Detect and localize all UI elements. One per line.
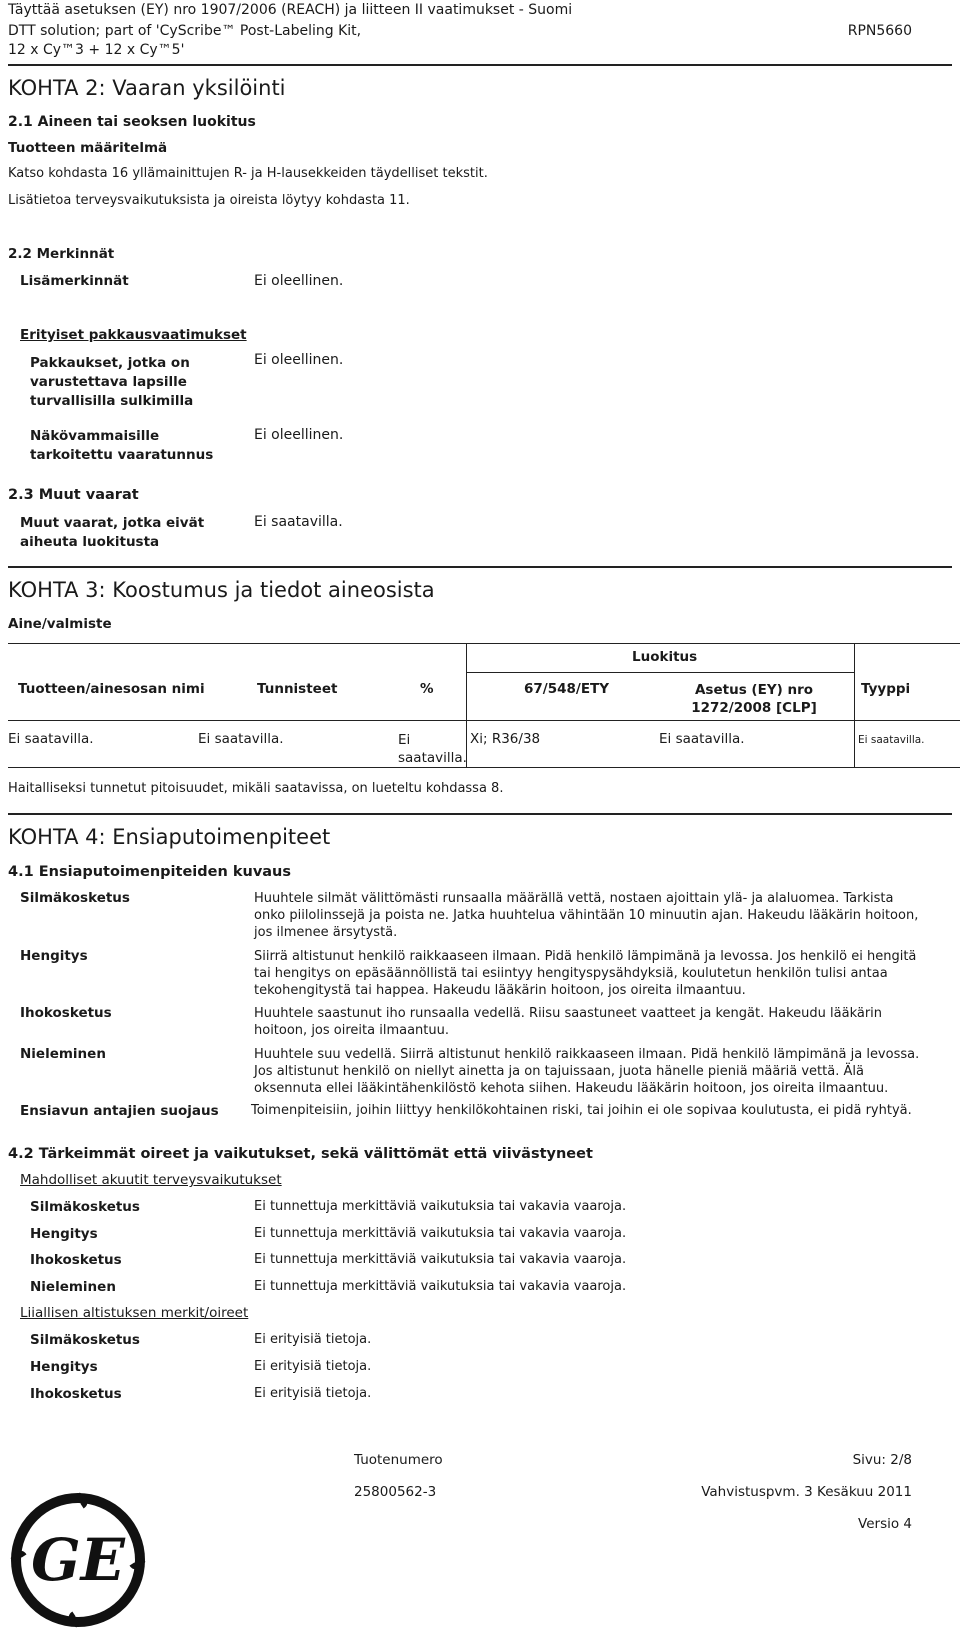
acute-skin-value: Ei tunnettuja merkittäviä vaikutuksia tai vakavia vaaroja. bbox=[254, 1252, 627, 1267]
other-hazards-label: Muut vaarat, jotka eivät aiheuta luokitusta bbox=[20, 515, 205, 550]
over-inhalation-value: Ei erityisiä tietoja. bbox=[254, 1359, 372, 1374]
header-product-line1: DTT solution; part of 'CyScribe™ Post-Labeling Kit, bbox=[8, 23, 362, 39]
over-inhalation-label: Hengitys bbox=[30, 1359, 98, 1375]
section-3-title: KOHTA 3: Koostumus ja tiedot aineosista bbox=[8, 578, 435, 602]
section-2-text-1: Katso kohdasta 16 yllämainittujen R- ja H-lausekkeiden täydelliset tekstit. bbox=[8, 166, 488, 181]
section-4-rule bbox=[8, 813, 952, 815]
lisamerkinnat-label: Lisämerkinnät bbox=[20, 273, 129, 289]
first-aid-inhalation-text: Siirrä altistunut henkilö raikkaaseen ilmaan. Pidä henkilö lämpimänä ja levossa. Jos henkilö ei hengitä tai hengitys on epäsäännöllistä tai esiintyy hengityspysähdyksiä, koulutetun henkilön tulisi antaa tekohengitystä tai happea. Hakeudu lääkärin hoitoon, jos oireita ilmaantuu. bbox=[254, 949, 917, 998]
table-header-67548: 67/548/ETY bbox=[524, 681, 610, 697]
first-aid-skin-text: Huuhtele saastunut iho runsaalla vedellä. Riisu saastuneet vaatteet ja kengät. Hakeudu lääkärin hoitoon, jos oireita ilmaantuu. bbox=[254, 1006, 883, 1038]
table-cell-clp: Ei saatavilla. bbox=[659, 731, 745, 747]
footer-date: Vahvistuspvm. 3 Kesäkuu 2011 bbox=[701, 1484, 912, 1500]
first-aid-skin-label: Ihokosketus bbox=[20, 1005, 112, 1021]
footer-product-number: 25800562-3 bbox=[354, 1484, 437, 1500]
acute-eye-label: Silmäkosketus bbox=[30, 1199, 140, 1215]
header-code: RPN5660 bbox=[847, 23, 912, 39]
footer-version: Versio 4 bbox=[858, 1516, 912, 1532]
header-regulation: Täyttää asetuksen (EY) nro 1907/2006 (REACH) ja liitteen II vaatimukset - Suomi bbox=[8, 2, 573, 18]
table-header-clp: Asetus (EY) nro 1272/2008 [CLP] bbox=[691, 682, 817, 716]
table-cell-identifiers: Ei saatavilla. bbox=[198, 731, 284, 747]
section-3-note: Haitalliseksi tunnetut pitoisuudet, mikäli saatavissa, on lueteltu kohdassa 8. bbox=[8, 781, 504, 796]
acute-inhalation-label: Hengitys bbox=[30, 1226, 98, 1242]
heading-2-3: 2.3 Muut vaarat bbox=[8, 487, 139, 503]
section-3-rule bbox=[8, 566, 952, 568]
first-aid-protection-text: Toimenpiteisiin, joihin liittyy henkilökohtainen riski, tai joihin ei ole sopivaa koulutusta, ei pidä ryhtyä. bbox=[251, 1103, 912, 1118]
ge-logo bbox=[8, 1490, 148, 1630]
header-product-line2: 12 x Cy™3 + 12 x Cy™5' bbox=[8, 42, 185, 58]
acute-ingestion-label: Nieleminen bbox=[30, 1279, 116, 1295]
table-header-type: Tyyppi bbox=[861, 681, 911, 697]
substance-label: Aine/valmiste bbox=[8, 616, 112, 632]
table-header-name: Tuotteen/ainesosan nimi bbox=[18, 681, 205, 697]
tactile-label: Näkövammaisille tarkoitettu vaaratunnus bbox=[30, 428, 214, 463]
table-bottom-border bbox=[8, 767, 960, 768]
over-eye-value: Ei erityisiä tietoja. bbox=[254, 1332, 372, 1347]
first-aid-protection-label: Ensiavun antajien suojaus bbox=[20, 1103, 219, 1119]
header-rule bbox=[8, 64, 952, 66]
svg-text:GE: GE bbox=[31, 1526, 125, 1594]
section-2-text-2: Lisätietoa terveysvaikutuksista ja oireista löytyy kohdasta 11. bbox=[8, 193, 410, 208]
table-divider-2 bbox=[854, 643, 855, 767]
heading-4-2: 4.2 Tärkeimmät oireet ja vaikutukset, sekä välittömät että viivästyneet bbox=[8, 1146, 593, 1162]
lisamerkinnat-value: Ei oleellinen. bbox=[254, 273, 344, 289]
heading-4-1: 4.1 Ensiaputoimenpiteiden kuvaus bbox=[8, 864, 292, 880]
first-aid-ingestion-label: Nieleminen bbox=[20, 1046, 106, 1062]
childsafe-label: Pakkaukset, jotka on varustettava lapsille turvallisilla sulkimilla bbox=[30, 355, 194, 409]
table-cell-67548: Xi; R36/38 bbox=[470, 731, 541, 747]
table-cell-percent: Ei saatavilla. bbox=[398, 732, 467, 766]
acute-inhalation-value: Ei tunnettuja merkittäviä vaikutuksia tai vakavia vaaroja. bbox=[254, 1226, 627, 1241]
table-cell-type: Ei saatavilla. bbox=[858, 734, 925, 746]
table-group-border bbox=[466, 672, 854, 673]
first-aid-ingestion-text: Huuhtele suu vedellä. Siirrä altistunut henkilö raikkaaseen ilmaan. Pidä henkilö lämpimänä ja levossa. Jos altistunut henkilö on niellyt ainetta ja on tajuissaan, juota hänelle pieniä määriä vettä. Älä oksennuta ellei lääkintähenkilöstö kehota siihen. Hakeudu lääkärin hoitoon, jos oireita ilmaantuu. bbox=[254, 1047, 920, 1096]
special-packaging-heading: Erityiset pakkausvaatimukset bbox=[20, 327, 247, 343]
table-header-identifiers: Tunnisteet bbox=[257, 681, 338, 697]
table-top-border bbox=[8, 643, 960, 644]
over-skin-value: Ei erityisiä tietoja. bbox=[254, 1386, 372, 1401]
section-4-title: KOHTA 4: Ensiaputoimenpiteet bbox=[8, 825, 331, 849]
first-aid-eye-text: Huuhtele silmät välittömästi runsaalla määrällä vettä, nostaen ajoittain ylä- ja alaluomea. Tarkista onko piilolinssejä ja poista ne. Jatka huuhtelua vähintään 10 minuutin ajan. Hakeudu lääkärin hoitoon, jos ilmenee ärsytystä. bbox=[254, 891, 919, 940]
table-cell-name: Ei saatavilla. bbox=[8, 731, 94, 747]
acute-effects-heading: Mahdolliset akuutit terveysvaikutukset bbox=[20, 1172, 282, 1188]
first-aid-eye-label: Silmäkosketus bbox=[20, 890, 130, 906]
other-hazards-value: Ei saatavilla. bbox=[254, 514, 343, 530]
footer-page: Sivu: 2/8 bbox=[852, 1452, 912, 1468]
table-group-header: Luokitus bbox=[632, 649, 698, 665]
acute-ingestion-value: Ei tunnettuja merkittäviä vaikutuksia tai vakavia vaaroja. bbox=[254, 1279, 627, 1294]
tactile-value: Ei oleellinen. bbox=[254, 427, 344, 443]
heading-2-2: 2.2 Merkinnät bbox=[8, 246, 115, 262]
first-aid-inhalation-label: Hengitys bbox=[20, 948, 88, 964]
product-definition-label: Tuotteen määritelmä bbox=[8, 140, 168, 156]
table-divider-1 bbox=[466, 643, 467, 767]
over-skin-label: Ihokosketus bbox=[30, 1386, 122, 1402]
table-header-percent: % bbox=[420, 681, 434, 697]
acute-skin-label: Ihokosketus bbox=[30, 1252, 122, 1268]
footer-product-number-label: Tuotenumero bbox=[354, 1452, 443, 1468]
heading-2-1: 2.1 Aineen tai seoksen luokitus bbox=[8, 114, 256, 130]
over-eye-label: Silmäkosketus bbox=[30, 1332, 140, 1348]
overexposure-heading: Liiallisen altistuksen merkit/oireet bbox=[20, 1305, 249, 1321]
section-2-title: KOHTA 2: Vaaran yksilöinti bbox=[8, 76, 286, 100]
acute-eye-value: Ei tunnettuja merkittäviä vaikutuksia tai vakavia vaaroja. bbox=[254, 1199, 627, 1214]
childsafe-value: Ei oleellinen. bbox=[254, 352, 344, 368]
table-header-border bbox=[8, 720, 960, 721]
